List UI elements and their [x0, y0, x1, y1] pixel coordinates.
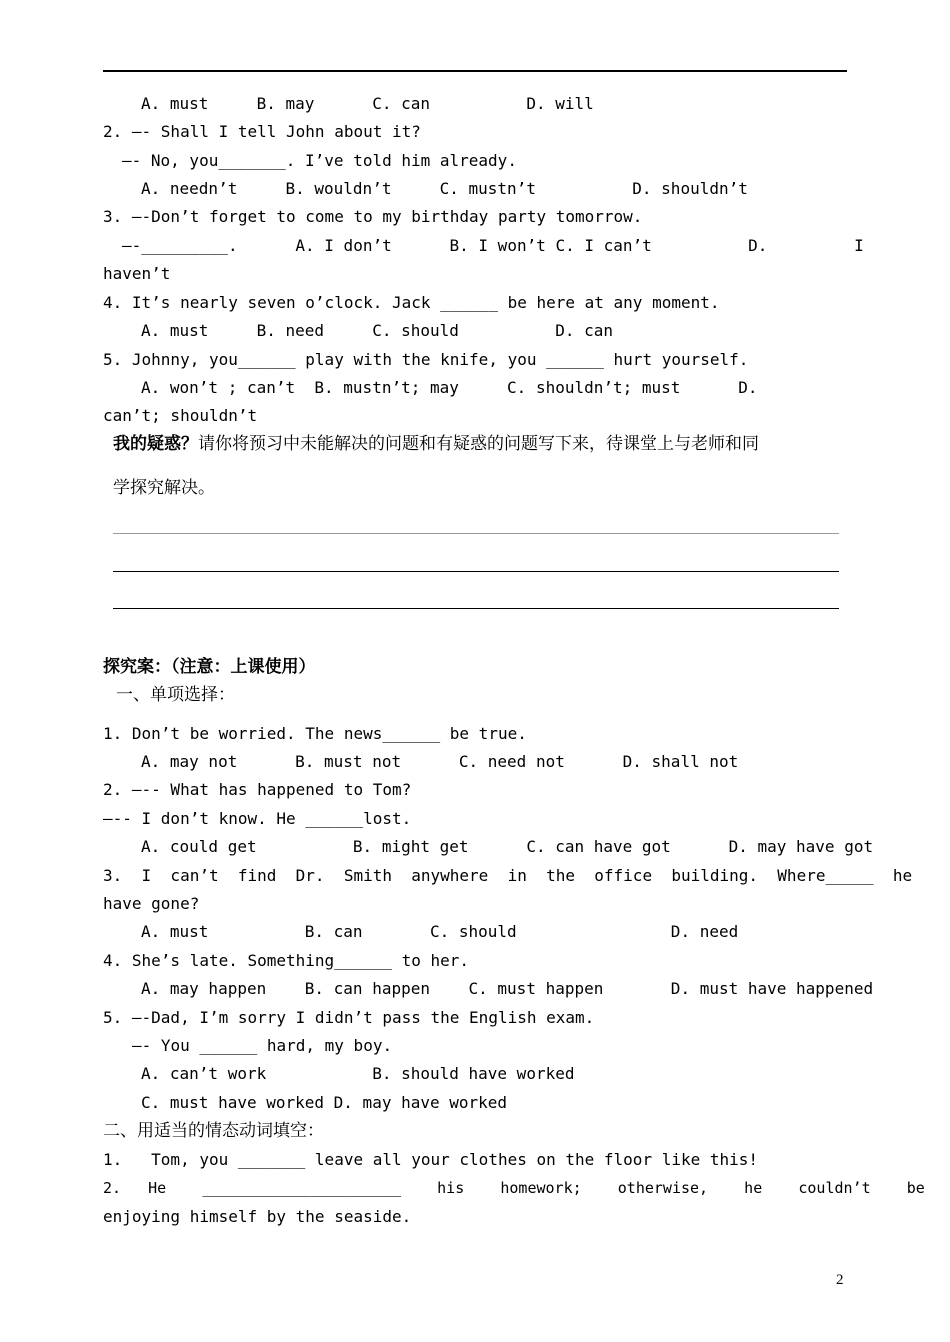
writing-line-2[interactable]: [113, 571, 839, 572]
preview-q2-stem: 2. —- Shall I tell John about it?: [103, 122, 421, 141]
writing-line-3[interactable]: [113, 608, 839, 609]
page-number: 2: [836, 1272, 844, 1288]
preview-q5-options: A. won’t ; can’t B. mustn’t; may C. shouldn’t; must D.: [141, 378, 758, 397]
preview-q3-stem: 3. —-Don’t forget to come to my birthday party tomorrow.: [103, 207, 643, 226]
header-rule: [103, 70, 847, 72]
explore-q4-stem: 4. She’s late. Something______ to her.: [103, 951, 470, 970]
explore-q2-reply: —-- I don’t know. He ______lost.: [103, 809, 412, 828]
section2-title: 二、用适当的情态动词填空：: [103, 1121, 324, 1141]
doubts-text-line2: 学探究解决。: [113, 478, 215, 498]
explore-q3-options: A. must B. can C. should D. need: [141, 922, 739, 941]
explore-q5-stem: 5. —-Dad, I’m sorry I didn’t pass the English exam.: [103, 1008, 595, 1027]
explore-q3-stem: 3. I can’t find Dr. Smith anywhere in the office building. Where_____ he: [103, 866, 913, 885]
preview-q4-stem: 4. It’s nearly seven o’clock. Jack ______ be here at any moment.: [103, 293, 720, 312]
fill-q1: 1. Tom, you _______ leave all your clothes on the floor like this!: [103, 1150, 759, 1169]
explore-q5-reply: —- You ______ hard, my boy.: [132, 1036, 393, 1055]
explore-title: 探究案：（注意：上课使用）: [103, 657, 316, 677]
explore-q1-options: A. may not B. must not C. need not D. shall not: [141, 752, 739, 771]
explore-q4-options: A. may happen B. can happen C. must happen D. must have happened: [141, 979, 874, 998]
explore-q2-stem: 2. —-- What has happened to Tom?: [103, 780, 412, 799]
preview-q3-reply-options: —-_________. A. I don’t B. I won’t C. I can’t D. I: [122, 236, 864, 255]
doubts-label: 我的疑惑？: [113, 434, 198, 454]
explore-q5-options-cd: C. must have worked D. may have worked: [141, 1093, 508, 1112]
preview-q1-options: A. must B. may C. can D. will: [141, 94, 594, 113]
doubts-paragraph: [113, 433, 759, 455]
fill-q2: 2. He ______________________ his homework; otherwise, he couldn’t be: [103, 1179, 925, 1197]
preview-q2-reply: —- No, you_______. I’ve told him already.: [122, 151, 517, 170]
preview-q4-options: A. must B. need C. should D. can: [141, 321, 614, 340]
explore-q2-options: A. could get B. might get C. can have got D. may have got: [141, 837, 874, 856]
preview-q5-option-d-cont: can’t; shouldn’t: [103, 406, 258, 425]
writing-line-1[interactable]: [113, 533, 839, 534]
doubts-text-line1: 请你将预习中未能解决的问题和有疑惑的问题写下来，待课堂上与老师和同: [198, 434, 759, 454]
explore-q3-stem-cont: have gone?: [103, 894, 200, 913]
preview-q5-stem: 5. Johnny, you______ play with the knife, you ______ hurt yourself.: [103, 350, 749, 369]
explore-q1-stem: 1. Don’t be worried. The news______ be true.: [103, 724, 527, 743]
preview-q3-option-d-cont: haven’t: [103, 264, 171, 283]
preview-q2-options: A. needn’t B. wouldn’t C. mustn’t D. shouldn’t: [141, 179, 748, 198]
fill-q2-cont: enjoying himself by the seaside.: [103, 1207, 412, 1226]
section1-title: 一、单项选择：: [116, 685, 235, 705]
explore-q5-options-ab: A. can’t work B. should have worked: [141, 1064, 575, 1083]
